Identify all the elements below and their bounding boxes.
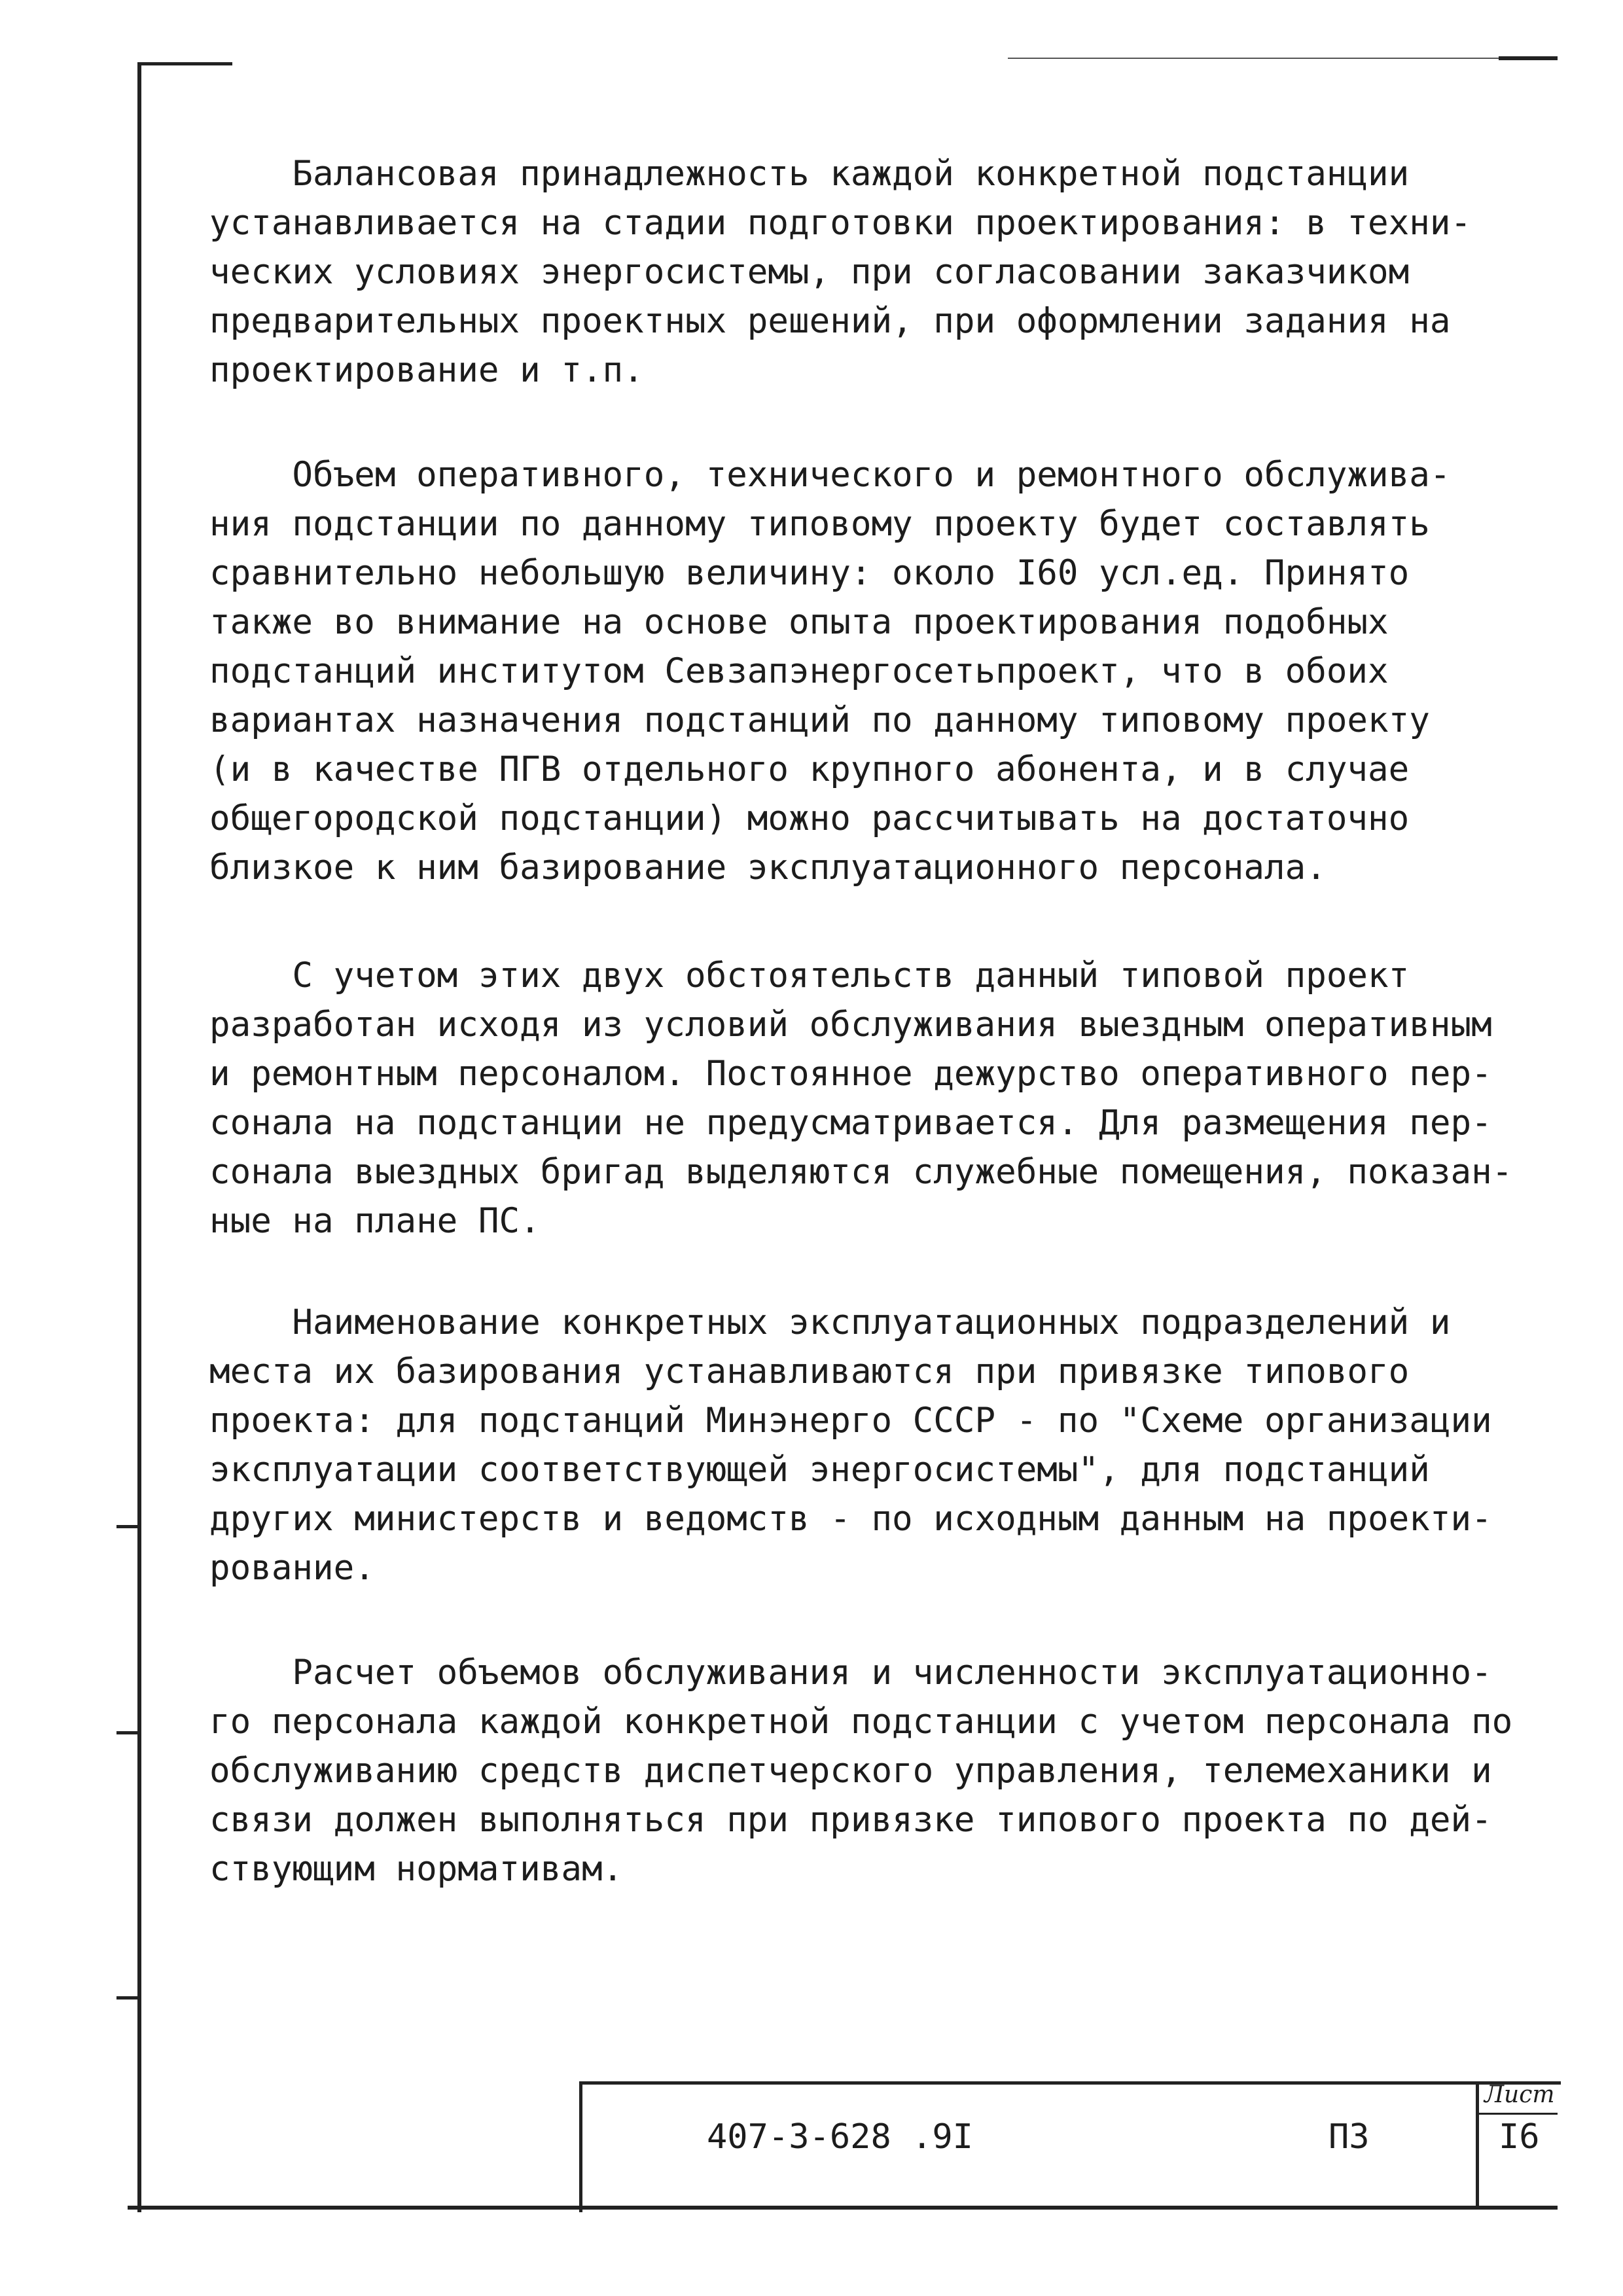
document-code: 407-3-628 .9I (707, 2117, 973, 2157)
margin-tick (116, 1731, 140, 1734)
paragraph-text: С учетом этих двух обстоятельств данный типовой проект разработан исходя из условий обслуживания выездным оперативным и ремонтным персоналом. Постоянное дежурство оперативного пер- сонала на подстанции не предусматривается. Для размещения пер- сонала выездных бригад выделяются служебные помещения, показан- ные на плане ПС. (209, 956, 1513, 1241)
sheet-label: Лист (1484, 2081, 1555, 2108)
paragraph-text: Балансовая принадлежность каждой конкретной подстанции устанавливается на стадии подготовки проектирования: в техни- ческих условиях энергосистемы, при согласовании заказчиком предварительных проектных решений, при оформлении задания на проектирование и т.п. (209, 154, 1472, 390)
title-block-separator (1476, 2081, 1479, 2209)
document-type: ПЗ (1329, 2117, 1370, 2157)
frame-top-right-mark (1499, 56, 1558, 60)
frame-top-border (137, 62, 232, 65)
sheet-label-rule (1476, 2113, 1558, 2115)
sheet-number: I6 (1499, 2117, 1540, 2157)
margin-tick (116, 1525, 140, 1528)
paragraph-volume (209, 450, 1495, 892)
paragraph-text: Наименование конкретных эксплуатационных подразделений и места их базирования устанавливаются при привязке типового проекта: для подстанций Минэнерго СССР - по "Схеме организации эксплуатации соответствующей энергосистемы", для подстанций других министерств и ведомств - по исходным данным на проекти- рование. (209, 1302, 1492, 1588)
paragraph-circumstances (209, 951, 1513, 1246)
frame-top-right-border (1008, 58, 1518, 59)
margin-tick (116, 1996, 140, 2000)
paragraph-subdivisions (209, 1298, 1495, 1592)
frame-left-border (137, 62, 141, 2212)
paragraph-text: Объем оперативного, технического и ремонтного обслужива- ния подстанции по данному типовому проекту будет составлять сравнительно небольшую величину: около I60 усл.ед. Принято также во внимание на основе опыта проектирования подобных подстанций институтом Севзапэнергосетьпроект, что в обоих вариантах назначения подстанций по данному типовому проекту (и в качестве ПГВ отдельного крупного абонента, и в случае общегородской подстанции) можно рассчитывать на достаточно близкое к ним базирование эксплуатационного персонала. (209, 455, 1451, 888)
paragraph-balance (209, 149, 1495, 395)
paragraph-text: Расчет объемов обслуживания и численности эксплуатационно- го персонала каждой конкретной подстанции с учетом персонала по обслуживанию средств диспетчерского управления, телемеханики и связи должен выполняться при привязке типового проекта по дей- ствующим нормативам. (209, 1653, 1513, 1889)
paragraph-calculation (209, 1648, 1513, 1893)
